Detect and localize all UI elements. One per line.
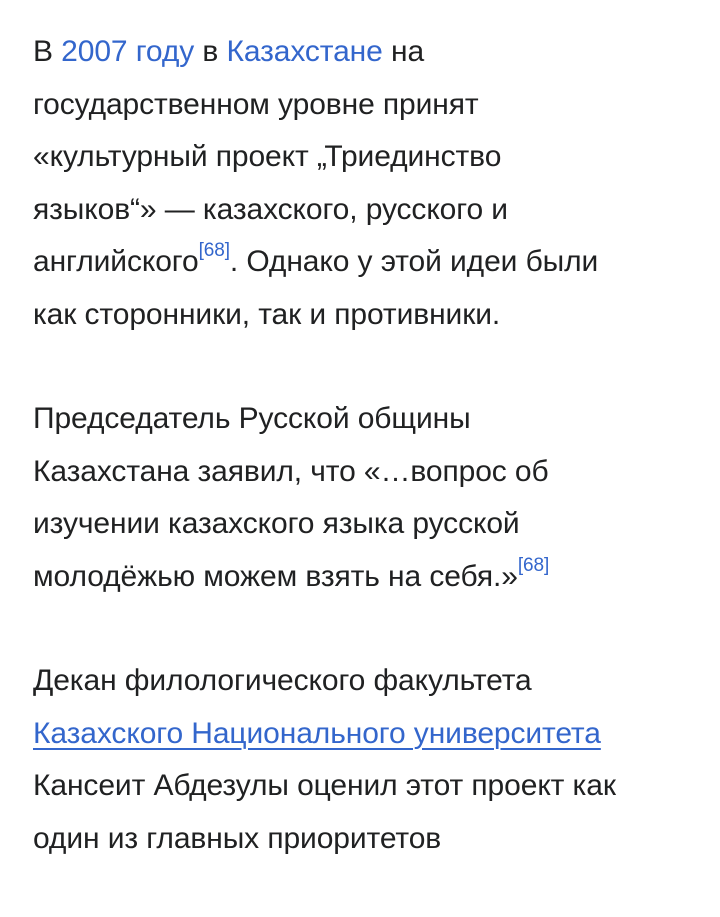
text-line: один из главных приоритетов	[33, 821, 442, 855]
text-line: языков“» — казахского, русского и	[33, 192, 508, 226]
paragraph-russian-community	[33, 393, 713, 603]
text-line	[33, 26, 713, 79]
text-line	[33, 708, 713, 761]
link-2007-year[interactable]: 2007 году	[61, 35, 195, 68]
text: в	[194, 35, 227, 68]
link-kazakhstan[interactable]: Казахстане	[226, 35, 383, 68]
text: молодёжью можем взять на себя.»	[33, 559, 518, 593]
text: английского	[33, 245, 199, 278]
text: В	[33, 35, 62, 68]
link-kazakh-national-university[interactable]: Казахского Национального университета	[33, 716, 601, 750]
reference-68[interactable]: [68]	[198, 240, 230, 261]
text-line: «культурный проект „Триединство	[33, 140, 502, 173]
text: . Однако у этой идеи были	[229, 245, 599, 278]
text-line	[33, 236, 713, 289]
text: на	[382, 35, 425, 68]
text-line: Казахстана заявил, что «…вопрос об	[33, 454, 549, 488]
text-line	[33, 551, 713, 604]
article-body	[33, 26, 713, 917]
text-line: изучении казахского языка русской	[33, 507, 520, 540]
text-line: как сторонники, так и противники.	[33, 297, 501, 331]
text-line: Председатель Русской общины	[33, 402, 471, 435]
paragraph-trilingual-project	[33, 26, 713, 341]
paragraph-dean-opinion	[33, 655, 713, 865]
text-line: Декан филологического факультета	[33, 664, 532, 697]
text-line: государственном уровне принят	[33, 87, 479, 121]
reference-68[interactable]: [68]	[517, 554, 550, 576]
text-line: Кансеит Абдезулы оценил этот проект как	[33, 769, 616, 802]
